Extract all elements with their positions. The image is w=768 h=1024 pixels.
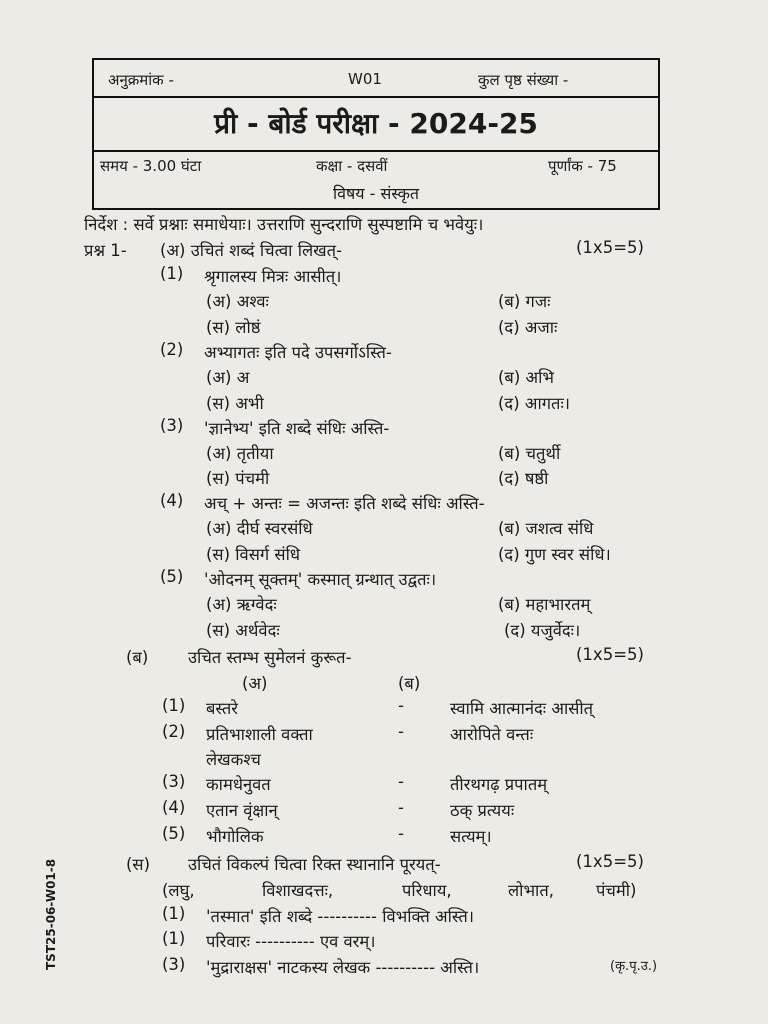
question-text: 'ज्ञानेभ्य' इति शब्दे संधिः अस्ति- bbox=[204, 419, 390, 438]
option: (अ) अश्वः bbox=[206, 292, 269, 311]
match-dash: - bbox=[398, 798, 404, 817]
option: (ब) चतुर्थी bbox=[498, 444, 561, 463]
option: (स) पंचमी bbox=[206, 469, 270, 488]
fill-blank-text: परिवारः ---------- एव वरम्। bbox=[206, 932, 376, 951]
match-left: प्रतिभाशाली वक्ता bbox=[206, 725, 313, 744]
question-text: श्रृगालस्य मित्रः आसीत्। bbox=[204, 267, 342, 286]
section-b-label: (ब) bbox=[126, 648, 149, 667]
choice-option: परिधाय, bbox=[402, 881, 452, 900]
option: (ब) जशत्व संधि bbox=[498, 519, 594, 538]
match-number: (4) bbox=[162, 798, 186, 817]
option: (द) षष्ठी bbox=[498, 469, 549, 488]
option: (स) लोष्ठं bbox=[206, 318, 261, 337]
item-number: (2) bbox=[160, 340, 184, 359]
column-a-heading: (अ) bbox=[242, 674, 268, 693]
header-top-row bbox=[94, 60, 658, 96]
item-number: (1) bbox=[160, 264, 184, 283]
question-text: अभ्यागतः इति पदे उपसर्गोऽस्ति- bbox=[204, 343, 392, 362]
match-number: (1) bbox=[162, 696, 186, 715]
match-right: सत्यम्। bbox=[450, 827, 492, 846]
match-right: तीरथगढ़ प्रपातम् bbox=[450, 775, 548, 794]
choice-option: (लघु, bbox=[162, 881, 195, 900]
section-b-marks: (1x5=5) bbox=[576, 645, 644, 664]
match-left: भौगोलिक bbox=[206, 827, 264, 846]
option: (द) आगतः। bbox=[498, 394, 571, 413]
paper-code: W01 bbox=[348, 70, 382, 88]
section-a-marks: (1x5=5) bbox=[576, 238, 644, 257]
item-number: (3) bbox=[162, 955, 186, 974]
item-number: (1) bbox=[162, 929, 186, 948]
section-a-title: (अ) उचितं शब्दं चित्वा लिखत्- bbox=[160, 241, 343, 260]
match-number: (2) bbox=[162, 722, 186, 741]
option: (स) अर्थवेदः bbox=[206, 621, 280, 640]
match-dash: - bbox=[398, 696, 404, 715]
match-number: (5) bbox=[162, 824, 186, 843]
section-c-marks: (1x5=5) bbox=[576, 852, 644, 871]
choice-option: लोभात, bbox=[508, 881, 554, 900]
item-number: (3) bbox=[160, 416, 184, 435]
option: (अ) अ bbox=[206, 368, 250, 387]
match-dash: - bbox=[398, 722, 404, 741]
section-c-label: (स) bbox=[126, 855, 151, 874]
option: (स) अभी bbox=[206, 394, 264, 413]
option: (द) गुण स्वर संधि। bbox=[498, 545, 611, 564]
match-left: कामधेनुवत bbox=[206, 775, 271, 794]
option: (अ) ऋग्वेदः bbox=[206, 595, 277, 614]
max-marks: पूर्णांक - 75 bbox=[548, 157, 617, 175]
exam-subject: विषय - संस्कृत bbox=[333, 184, 419, 203]
option: (ब) अभि bbox=[498, 368, 555, 387]
question-1-label: प्रश्न 1- bbox=[84, 241, 127, 260]
option: (स) विसर्ग संधि bbox=[206, 545, 300, 564]
match-left: लेखकश्च bbox=[206, 750, 261, 769]
match-left: एतान वृंक्षान् bbox=[206, 801, 278, 820]
exam-class: कक्षा - दसवीं bbox=[316, 157, 388, 175]
side-print-code: TST25-06-W01-8 bbox=[44, 858, 58, 970]
item-number: (5) bbox=[160, 567, 184, 586]
option: (ब) महाभारतम् bbox=[498, 595, 591, 614]
match-dash: - bbox=[398, 772, 404, 791]
exam-title: प्री - बोर्ड परीक्षा - 2024-25 bbox=[94, 96, 658, 152]
match-left: बस्तरे bbox=[206, 699, 238, 718]
match-number: (3) bbox=[162, 772, 186, 791]
match-right: स्वामि आत्मानंदः आसीत् bbox=[450, 699, 594, 718]
option: (द) यजुर्वेदः। bbox=[504, 621, 581, 640]
option: (द) अजाः bbox=[498, 318, 558, 337]
option: (ब) गजः bbox=[498, 292, 551, 311]
question-text: अच् + अन्तः = अजन्तः इति शब्दे संधिः अस्ति- bbox=[204, 494, 485, 513]
item-number: (4) bbox=[160, 491, 184, 510]
section-c-title: उचितं विकल्पं चित्वा रिक्त स्थानानि पूरयत्- bbox=[188, 855, 441, 874]
item-number: (1) bbox=[162, 904, 186, 923]
match-right: ठक् प्रत्ययः bbox=[450, 801, 515, 820]
exam-time: समय - 3.00 घंटा bbox=[100, 157, 202, 175]
match-dash: - bbox=[398, 824, 404, 843]
choice-option: पंचमी) bbox=[596, 881, 637, 900]
choice-option: विशाखदत्तः, bbox=[262, 881, 334, 900]
fill-blank-text: 'मुद्राराक्षस' नाटकस्य लेखक ---------- अस्ति। bbox=[206, 958, 480, 977]
option: (अ) दीर्घ स्वरसंधि bbox=[206, 519, 313, 538]
option: (अ) तृतीया bbox=[206, 444, 274, 463]
total-pages-label: कुल पृष्ठ संख्या - bbox=[478, 71, 569, 89]
column-b-heading: (ब) bbox=[398, 674, 421, 693]
section-b-title: उचित स्तम्भ सुमेलनं कुरूत- bbox=[188, 648, 352, 667]
roll-number-label: अनुक्रमांक - bbox=[108, 71, 174, 89]
continue-note: (कृ.पृ.उ.) bbox=[610, 959, 658, 974]
header-box bbox=[92, 58, 660, 210]
instruction: निर्देश : सर्वे प्रश्नाः समाधेयाः। उत्तराणि सुन्दराणि सुस्पष्टामि च भवेयुः। bbox=[84, 215, 484, 234]
question-text: 'ओदनम् सूक्तम्' कस्मात् ग्रन्थात् उद्वतः। bbox=[204, 570, 437, 589]
fill-blank-text: 'तस्मात' इति शब्दे ---------- विभक्ति अस्ति। bbox=[206, 907, 474, 926]
match-right: आरोपिते वन्तः bbox=[450, 725, 534, 744]
